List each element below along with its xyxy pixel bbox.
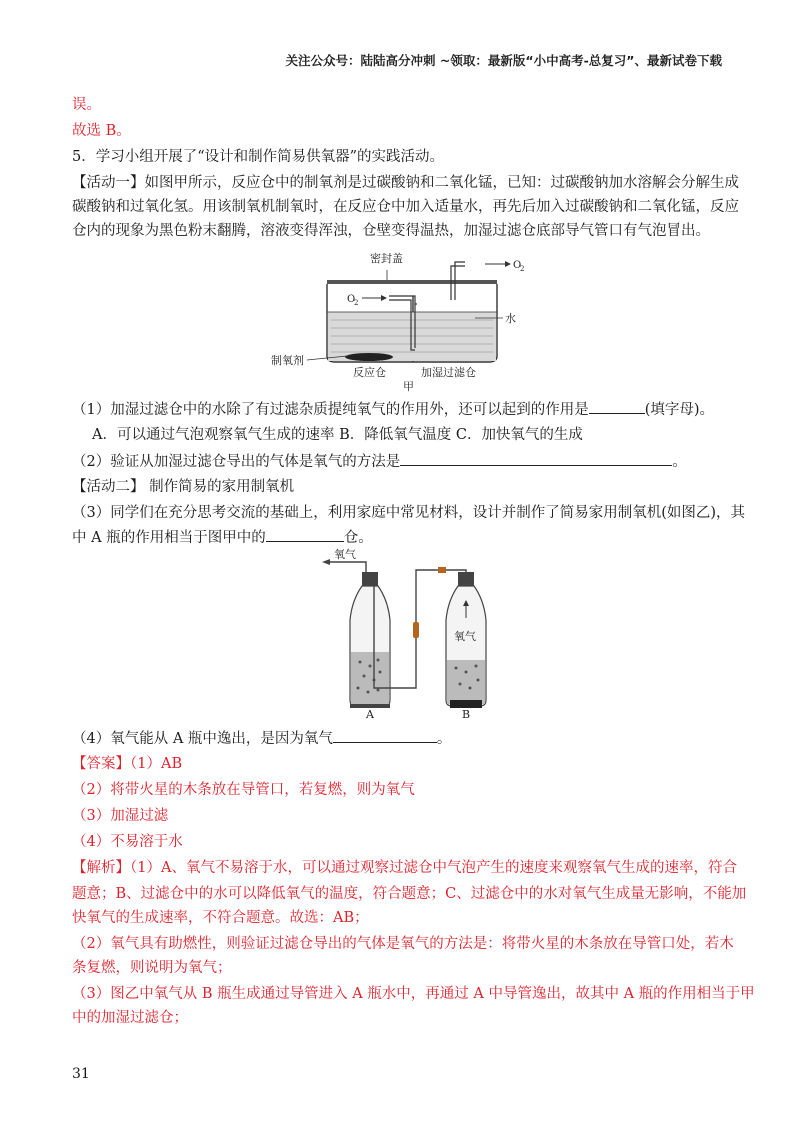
q4-text: （4）氧气能从 A 瓶中逸出，是因为氧气: [72, 731, 333, 747]
q1-blank: [589, 399, 645, 414]
q2-suffix: 。: [672, 454, 687, 470]
activity1-line-1: 【活动一】如图甲所示，反应仓中的制氧剂是过碳酸钠和二氧化锰，已知：过碳酸钠加水溶解会分解生成: [72, 175, 739, 191]
oxygen-in-label: 氧气: [454, 630, 476, 643]
q3-line-2: [72, 527, 730, 548]
outlet-tube-a: [330, 562, 366, 572]
svg-text:2: 2: [354, 299, 359, 307]
page-header: 关注公众号：陆陆高分冲刺 ~领取：最新版“小中高考-总复习”、最新试卷下载: [285, 53, 722, 68]
agent-label: 制氧剂: [271, 354, 304, 367]
analysis-line-3: 快氧气的生成速率，不符合题意。故选：AB；: [72, 910, 369, 926]
q3-text: 中 A 瓶的作用相当于图甲中的: [72, 530, 266, 546]
analysis-line-7: 中的加湿过滤仓；: [72, 1010, 188, 1026]
sealed-lid: [327, 280, 497, 284]
reaction-chamber-label: 反应仓: [353, 366, 386, 379]
q3-line-1: （3）同学们在充分思考交流的基础上，利用家庭中常见材料，设计并制作了简易家用制氧机(如图乙)，其: [72, 505, 746, 521]
water-fill: [328, 312, 496, 361]
q2-blank: [400, 451, 672, 466]
activity1-line-2: 碳酸钠和过氧化氢。用该制氧机制氧时，在反应仓中加入适量水，再先后加入过碳酸钠和二氧化锰，反应: [72, 199, 739, 215]
prev-answer-line-1: 误。: [72, 97, 101, 113]
analysis-line-6: （3）图乙中氧气从 B 瓶生成通过导管进入 A 瓶水中，再通过 A 中导管逸出，故其中 A 瓶的作用相当于甲: [72, 986, 755, 1002]
oxygen-agent: [345, 353, 393, 361]
q2-text: （2）验证从加湿过滤仓导出的气体是氧气的方法是: [72, 454, 401, 470]
answer-line-3: （3）加湿过滤: [72, 808, 169, 824]
filter-chamber-label: 加湿过滤仓: [421, 366, 476, 379]
q4-line: [72, 728, 730, 749]
answer-line-1: 【答案】（1）AB: [72, 756, 183, 772]
o2-out-label: O: [513, 260, 522, 271]
figure-yi: [308, 548, 498, 720]
activity2-heading: 【活动二】 制作简易的家用制氧机: [72, 479, 295, 495]
clamp: [413, 622, 419, 638]
answer-line-4: （4）不易溶于水: [72, 834, 183, 850]
lid-label: 密封盖: [370, 252, 403, 265]
bottle-b-label: B: [462, 708, 471, 720]
page-number: 31: [72, 1066, 90, 1082]
q1-line: [72, 399, 730, 420]
oxygen-out-label: 氧气: [334, 548, 356, 561]
prev-answer-line-2: 故选 B。: [72, 123, 131, 139]
analysis-line-5: 条复燃，则说明为氧气；: [72, 960, 232, 976]
svg-text:2: 2: [520, 265, 525, 273]
q4-suffix: 。: [436, 731, 452, 747]
figure-jia: [265, 244, 525, 392]
q3-suffix: 仓。: [343, 530, 373, 546]
bottle-a-label: A: [366, 708, 374, 720]
analysis-line-2: 题意；B、过滤仓中的水可以降低氧气的温度，符合题意；C、过滤仓中的水对氧气生成量无影响，不能加: [72, 886, 747, 902]
water-label: 水: [505, 312, 516, 325]
q3-blank: [266, 527, 344, 542]
q1-options: A．可以通过气泡观察氧气生成的速率 B．降低氧气温度 C．加快氧气的生成: [92, 427, 583, 443]
q1-text: （1）加湿过滤仓中的水除了有过滤杂质提纯氧气的作用外，还可以起到的作用是: [72, 402, 589, 418]
activity1-line-3: 仓内的现象为黑色粉末翻腾，溶液变得浑浊，仓壁变得温热，加湿过滤仓底部导气管口有气泡冒出。: [72, 223, 710, 239]
o2-in-label: O: [347, 294, 356, 305]
question-intro: 5．学习小组开展了“设计和制作简易供氧器”的实践活动。: [72, 149, 445, 165]
analysis-line-1: 【解析】（1）A、氧气不易溶于水，可以通过观察过滤仓中气泡产生的速度来观察氧气生成的速率，符合: [72, 860, 737, 876]
analysis-line-4: （2）氧气具有助燃性，则验证过滤仓导出的气体是氧气的方法是：将带火星的木条放在导管口处，若木: [72, 936, 734, 952]
figure-jia-caption: 甲: [403, 380, 414, 392]
q2-line: [72, 451, 730, 472]
q1-suffix: (填字母)。: [644, 402, 715, 418]
answer-line-2: （2）将带火星的木条放在导管口，若复燃，则为氧气: [72, 782, 415, 798]
q4-blank: [333, 728, 437, 743]
